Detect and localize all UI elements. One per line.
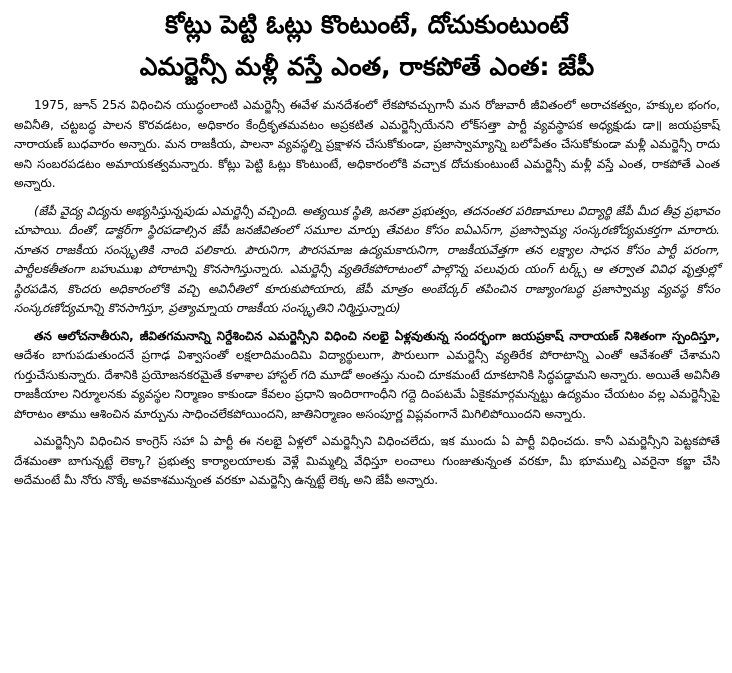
- headline-line-2: ఎమర్జెన్సీ మళ్లీ వస్తే ఎంత, రాకపోతే ఎంత: జేపీ: [139, 52, 595, 81]
- paragraph-1: 1975, జూన్ 25న విధించిన యుద్ధంలాంటి ఎమర్జెన్సీ ఈవేళ మనదేశంలో లేకపోవచ్చుగానీ మన రోజువారీ జీవితంలో అరాచకత్వం, హక్కుల భంగం, అవినీతి, చట్టబద్ధ పాలన కొరవడటం, అధికారం కేంద్రీకృతమవటం అప్రకటిత ఎమర్జెన్సీయేనని లోక్‌సత్తా పార్టీ వ్యవస్థాపక అధ్యక్షుడు డా॥ జయప్రకాష్ నారాయణ్ బుధవారం అన్నారు. మన రాజకీయ, పాలనా వ్యవస్థల్ని ప్రక్షాళన చేసుకోకుండా, ప్రజాస్వామ్యాన్ని బలోపేతం చేసుకోకుండా మళ్లీ ఎమర్జెన్సీ రాదు అని సంబరపడటం అమాయకత్వమన్నారు. కోట్లు పెట్టి ఓట్లు కొంటుంటే, అధికారంలోకి వచ్చాక దోచుకుంటుంటే ఎమర్జెన్సీ మళ్లీ వస్తే ఎంత, రాకపోతే ఎంత అన్నారు.: [14, 98, 720, 190]
- paragraph-2-profile-note: (జేపీ వైద్య విద్యను అభ్యసిస్తున్నపుడు ఎమర్జెన్సీ వచ్చింది. అత్యయిక స్థితి, జనతా ప్రభుత్వం, తదనంతర పరిణామాలు విద్యార్థి జేపీ మీద తీవ్ర ప్రభావం చూపాయి. దీంతో, డాక్టర్‌గా స్థిరపడాల్సిన జేపీ జనజీవితంలో సమూల మార్పు తేవటం కోసం ఐఏఎస్‌గా, ప్రజాస్వామ్య సంస్కరణోద్యమకర్తగా మారారు. నూతన రాజకీయ సంస్కృతికి నాంది పలికారు. పౌరునిగా, పౌరసమాజ ఉద్యమకారునిగా, రాజకీయవేత్తగా తన లక్ష్యాల సాధన కోసం పార్టీ పరంగా, పార్టీలకతీతంగా బహుముఖ పోరాటాన్ని కొనసాగిస్తున్నారు. ఎమర్జెన్సీ వ్యతిరేకపోరాటంలో పాల్గొన్న పలువురు యంగ్ టర్క్స్ ఆ తర్వాత వివిధ వృత్తుల్లో స్థిరపడిన, కొందరు అధికారంలోకి వచ్చి అవినీతిలో కూరుకుపోయారు, జేపీ మాత్రం అంబేద్కర్ తపించిన రాజ్యాంగబద్ధ ప్రజాస్వామ్య వ్యవస్థ కోసం సంస్కరణోద్యమాన్ని కొనసాగిస్తూ, ప్రత్యామ్నాయ రాజకీయ సంస్కృతిని నిర్మిస్తున్నారు): [14, 203, 720, 315]
- paragraph-3-rest: ఆదేశం బాగుపడుతుందనే ప్రగాఢ విశ్వాసంతో లక్షలాదిమందిమి విద్యార్థులుగా, పౌరులుగా ఎమర్జెన్సీ వ్యతిరేక పోరాటాన్ని ఎంతో ఆవేశంతో చేశామని గుర్తుచేసుకున్నారు. దేశానికి ప్రయోజనకరమైతే కళాశాల హాస్టల్ గది మూడో అంతస్తు నుంచి దూకమంటే దూకటానికి సిద్ధపడ్డామని అన్నారు. అయితే అవినీతి రాజకీయాల నిర్మూలనకు వ్యవస్థల నిర్మాణం కాకుండా కేవలం ప్రధాని ఇందిరాగాంధీని గద్దె దింపటమే ఏకైకమార్గమన్నట్టు ఉద్యమం చేయటం వల్ల ఎమర్జెన్సీపై పోరాటం తాము ఆశించిన మార్పును సాధించలేకపోయిందని, జాతినిర్మాణం అసంపూర్ణ విప్లవంగానే మిగిలిపోయిందని అన్నారు.: [14, 348, 720, 421]
- paragraph-4: ఎమర్జెన్సీని విధించిన కాంగ్రెస్ సహా ఏ పార్టీ ఈ నలభై ఏళ్లలో ఎమర్జెన్సీని విధించలేదు, ఇక ముందు ఏ పార్టీ విధించదు. కానీ ఎమర్జెన్సీని పెట్టకపోతే దేశమంతా బాగున్నట్టే లెక్కా? ప్రభుత్వ కార్యాలయాలకు వెళ్లే మిమ్మల్ని వేధిస్తూ లంచాలు గుంజుతున్నంత వరకూ, మీ భూముల్ని ఎవరైనా కబ్జా చేసి అదేమంటే మీ నోరు నొక్కే అవకాశమున్నంత వరకూ ఎమర్జెన్సీ ఉన్నట్టే లెక్క అని జేపీ అన్నారు.: [14, 434, 720, 487]
- article-body: [14, 96, 720, 491]
- article-headline: [14, 4, 720, 88]
- paragraph-3: [14, 327, 720, 425]
- headline-line-1: కోట్లు పెట్టి ఓట్లు కొంటుంటే, దోచుకుంటుంటే: [165, 10, 569, 39]
- paragraph-3-lead: తన ఆలోచనాతీరుని, జీవితగమనాన్ని నిర్దేశించిన ఎమర్జెన్సీని విధించి నలభై ఏళ్లవుతున్న సందర్భంగా జయప్రకాష్ నారాయణ్ నిశితంగా స్పందిస్తూ,: [34, 328, 720, 343]
